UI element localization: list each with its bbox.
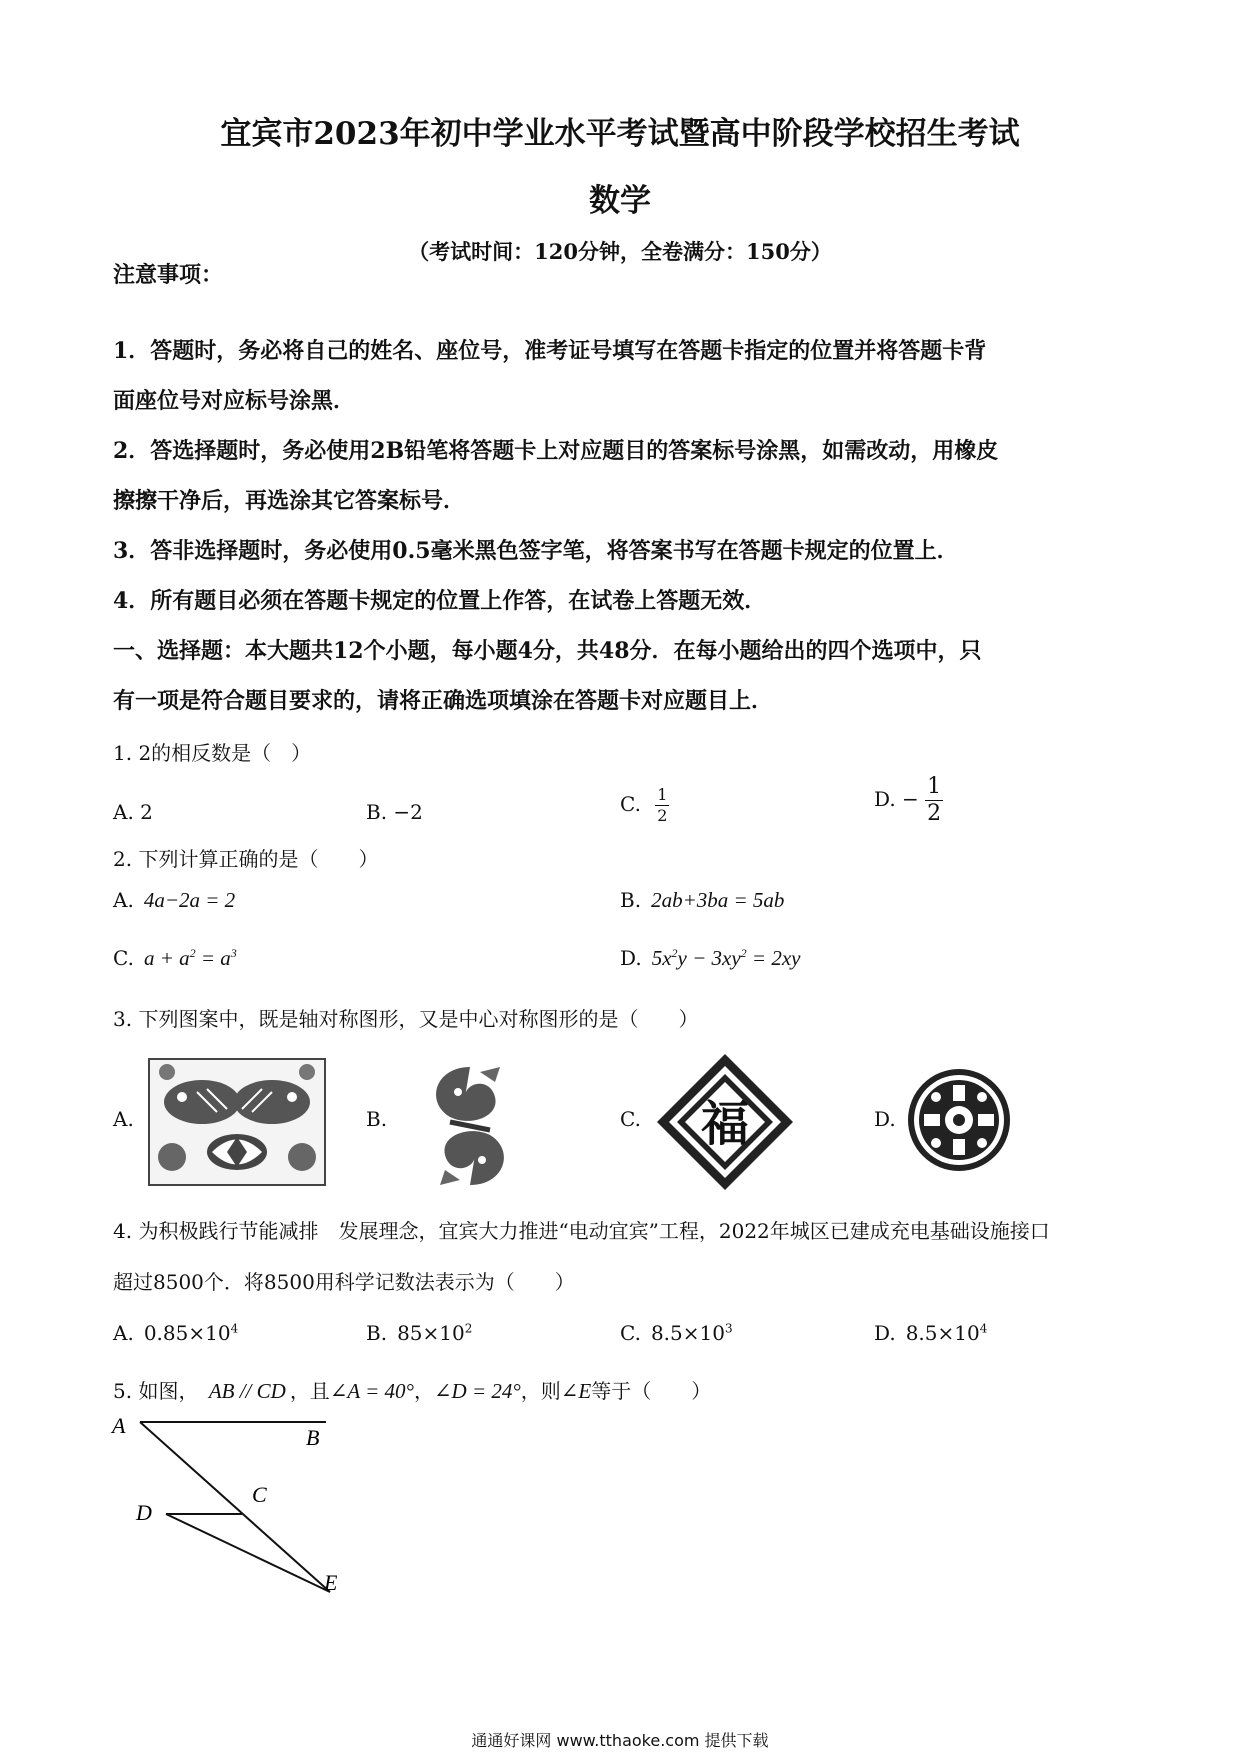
q4-b-expression: $85\times 10^2$ [397,1321,473,1345]
q5-geometry-figure [110,1410,370,1610]
q3-option-b-label: B. [366,1107,388,1131]
question-2-stem: 2. 下列计算正确的是（ ） [113,847,379,871]
q2-d-label: D. [620,946,642,970]
q3-option-d-label: D. [874,1107,896,1131]
q2-b-expression: 2ab+3ba = 5ab [651,888,785,912]
q2-option-c [113,946,237,971]
question-5-stem: 5. 如图， AB // CD ，且∠A = 40°，∠D = 24°，则∠E等于（ ） [113,1379,712,1403]
q2-c-label: C. [113,946,134,970]
q1-option-b: B. −2 [366,800,423,824]
segment-de [166,1514,330,1592]
q4-d-label: D. [874,1321,896,1345]
q3-option-c-label: C. [620,1107,641,1131]
q2-option-d [620,946,800,971]
q1-option-d-label: D. − [874,787,919,811]
point-a-label: A [112,1413,126,1438]
q1-d-denominator: 2 [927,801,942,826]
section-1-line-2: 有一项是符合题目要求的，请将正确选项填涂在答题卡对应题目上． [113,688,774,714]
q1-option-a: A. 2 [113,800,153,824]
q4-c-label: C. [620,1321,641,1345]
q4-a-label: A. [113,1321,134,1345]
q2-option-a [113,888,235,913]
section-1-line-1: 一、选择题：本大题共12个小题，每小题4分，共48分．在每小题给出的四个选项中，只 [113,638,982,664]
q4-option-a [113,1321,238,1345]
question-4-line-1: 4. 为积极践行节能减排 发展理念，宜宾大力推进“电动宜宾”工程，2022年城区已建成充电基础设施接口 [113,1219,1050,1243]
q4-option-b [366,1321,472,1345]
q4-d-expression: $8.5\times 10^4$ [905,1321,988,1345]
point-c-label: C [252,1482,267,1507]
q1-option-c-fraction [655,787,669,824]
q3-image-d-circular-pattern [906,1067,1012,1173]
q1-option-c [620,787,669,824]
point-b-label: B [306,1425,320,1450]
q2-a-label: A. [113,888,134,912]
exam-subject: 数学 [589,183,651,219]
q1-option-d-fraction [925,776,943,825]
note-2-line-2: 擦擦干净后，再选涂其它答案标号． [113,488,466,514]
exam-info: （考试时间：120分钟，全卷满分：150分） [408,239,832,264]
q4-b-label: B. [366,1321,388,1345]
question-3-stem: 3. 下列图案中，既是轴对称图形，又是中心对称图形的是（ ） [113,1007,699,1031]
point-d-label: D [136,1500,152,1525]
notes-heading: 注意事项： [113,262,224,288]
q4-c-expression: $8.5\times 10^3$ [650,1321,733,1345]
q3-image-a-paper-cut-fish [147,1057,327,1187]
q2-option-b [620,888,784,913]
segment-ae [140,1422,330,1592]
q4-option-c [620,1321,733,1345]
question-4-line-2: 超过8500个．将8500用科学记数法表示为（ ） [113,1270,575,1294]
q4-a-expression: $0.85\times 10^4$ [143,1321,239,1345]
q3-fu-character: 福 [700,1096,750,1152]
note-4: 4．所有题目必须在答题卡规定的位置上作答，在试卷上答题无效． [113,588,767,614]
q1-c-denominator: 2 [657,806,668,825]
q3-option-a-label: A. [113,1107,134,1131]
note-3: 3．答非选择题时，务必使用0.5毫米黑色签字笔，将答案书写在答题卡规定的位置上． [113,538,959,564]
q1-option-c-label: C. [620,792,641,816]
note-2-line-1: 2．答选择题时，务必使用2B铅笔将答题卡上对应题目的答案标号涂黑，如需改动，用橡皮 [113,438,999,464]
q1-option-d [874,776,943,825]
q1-d-numerator: 1 [927,774,942,799]
q2-b-label: B. [620,888,642,912]
q3-image-b-swirl-fish [420,1062,520,1190]
q3-image-c-fu-diamond [655,1052,795,1192]
exam-title: 宜宾市2023年初中学业水平考试暨高中阶段学校招生考试 [220,116,1020,152]
note-1-line-2: 面座位号对应标号涂黑． [113,388,356,414]
q2-c-expression: $a + a^2 = a^3$ [143,946,237,970]
q2-a-expression: 4a−2a = 2 [143,888,236,912]
question-1-stem: 1. 2的相反数是（ ） [113,741,312,765]
q2-d-expression: $5x^2y - 3xy^2 = 2xy$ [651,946,801,970]
note-1-line-1: 1．答题时，务必将自己的姓名、座位号，准考证号填写在答题卡指定的位置并将答题卡背 [113,338,987,364]
q1-c-numerator: 1 [657,785,668,804]
page-footer: 通通好课网 www.tthaoke.com 提供下载 [471,1731,769,1750]
q4-option-d [874,1321,987,1345]
point-e-label: E [324,1570,338,1595]
